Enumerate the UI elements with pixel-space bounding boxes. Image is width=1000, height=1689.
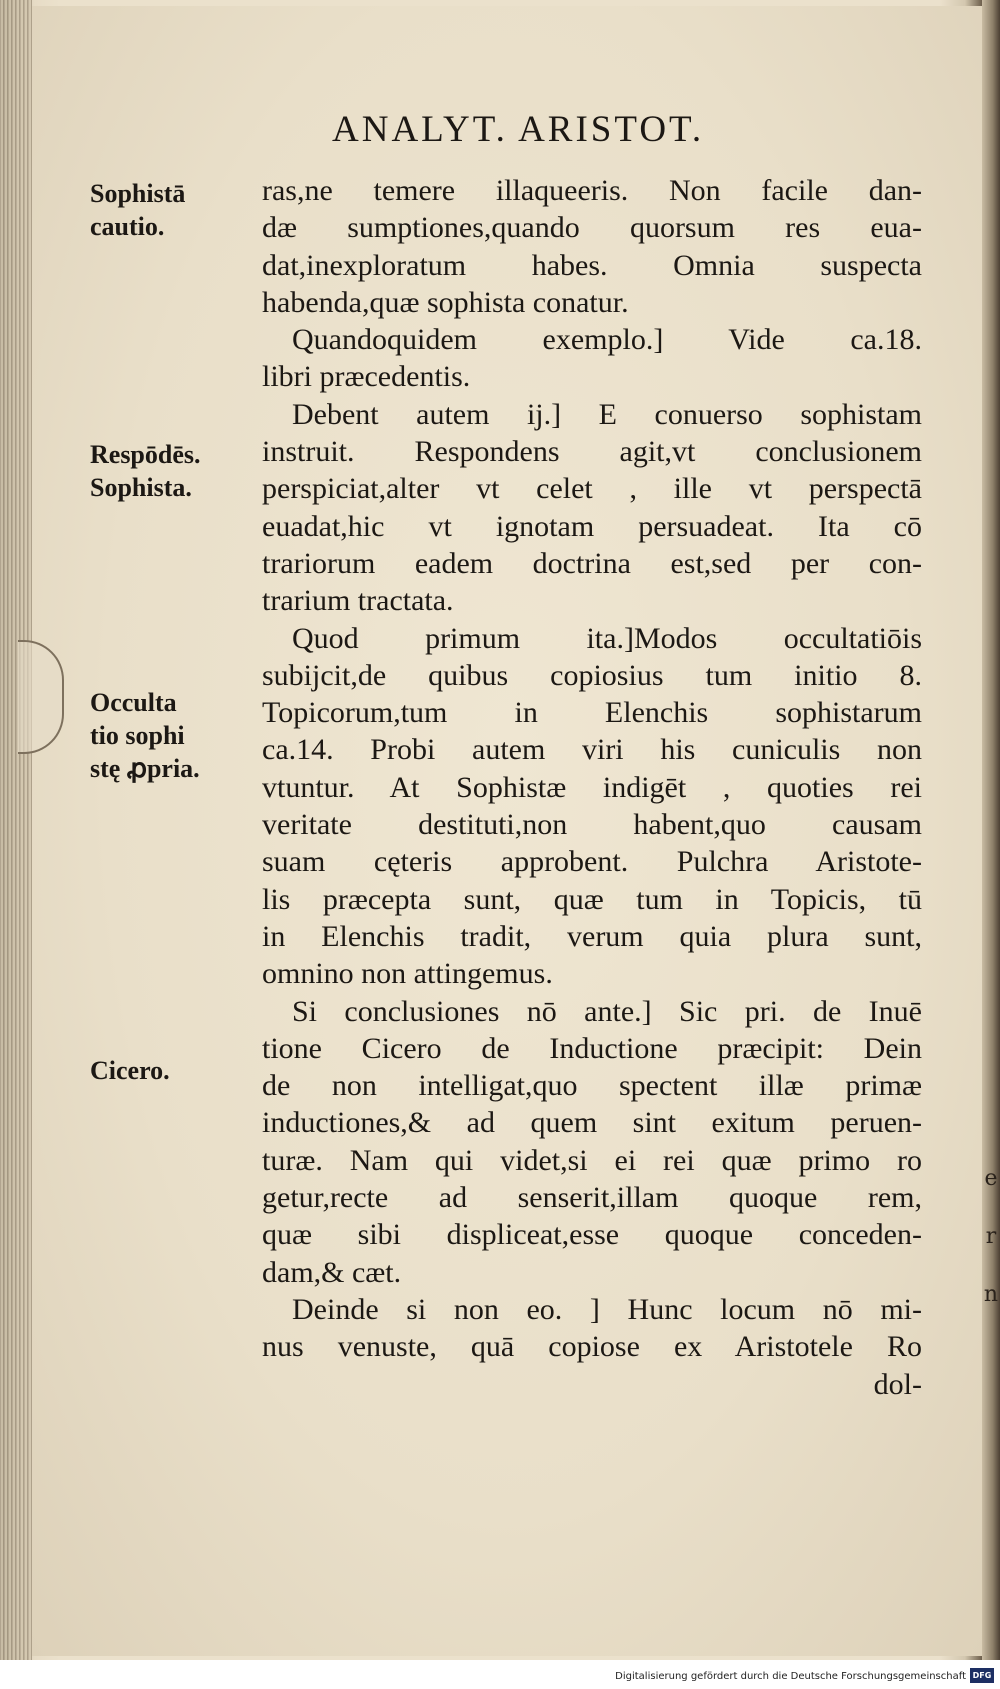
text-line: Deinde si non eo. ] Hunc locum nō mi- <box>292 1292 922 1326</box>
marginal-line: Cicero. <box>90 1056 170 1085</box>
text-line: perspiciat,alter vt celet , ille vt perspectā <box>262 472 922 506</box>
text-line: ras,ne temere illaqueeris. Non facile dan- <box>262 174 922 207</box>
marginal-line: cautio. <box>90 212 165 241</box>
marginal-line: stę ꝓpria. <box>90 754 200 783</box>
text-line: lis præcepta sunt, quæ tum in Topicis, tū <box>262 882 922 916</box>
dfg-logo: DFG <box>970 1668 994 1683</box>
catchword: dol- <box>873 1367 922 1401</box>
text-line: subijcit,de quibus copiosius tum initio 8. <box>262 658 922 692</box>
marginal-note <box>90 686 250 785</box>
text-line: Quandoquidem exemplo.] Vide ca.18. <box>292 323 922 357</box>
next-page-letters <box>983 1150 999 1324</box>
text-line: nus venuste, quā copiose ex Aristotele Ro <box>262 1330 922 1364</box>
next-page-edge <box>982 0 1000 1660</box>
text-line: euadat,hic vt ignotam persuadeat. Ita cō <box>262 509 922 543</box>
marginal-line: Sophistā <box>90 179 186 208</box>
text-line: dam,& cæt. <box>262 1255 402 1289</box>
text-line: habenda,quæ sophista conatur. <box>262 285 629 319</box>
text-line: getur,recte ad senserit,illam quoque rem, <box>262 1181 922 1215</box>
text-line: Quod primum ita.]Modos occultatiōis <box>292 621 922 655</box>
next-page-letter: e <box>984 1166 998 1191</box>
marginal-line: Sophista. <box>90 473 192 502</box>
text-line: turæ. Nam qui videt,si ei rei quæ primo ro <box>262 1143 922 1177</box>
text-line: quæ sibi displiceat,esse quoque conceden- <box>262 1218 922 1252</box>
text-line: dat,inexploratum habes. Omnia suspecta <box>262 248 922 282</box>
marginal-line: Occulta <box>90 688 177 717</box>
text-line: trariorum eadem doctrina est,sed per con- <box>262 546 922 580</box>
marginal-note <box>90 1054 250 1087</box>
footer-credit: Digitalisierung gefördert durch die Deutsche Forschungsgemeinschaft <box>615 1671 966 1682</box>
text-line: libri præcedentis. <box>262 360 471 394</box>
text-line: instruit. Respondens agit,vt conclusionem <box>262 435 922 469</box>
text-line: in Elenchis tradit, verum quia plura sunt, <box>262 919 922 953</box>
text-line: veritate destituti,non habent,quo causam <box>262 808 922 842</box>
text-line: tione Cicero de Inductione præcipit: Dein <box>262 1031 922 1065</box>
marginal-note <box>90 177 250 243</box>
marginal-line: Respōdēs. <box>90 440 201 469</box>
next-page-letter: r <box>985 1224 997 1249</box>
text-line: Topicorum,tum in Elenchis sophistarum <box>262 696 922 730</box>
text-line: dæ sumptiones,quando quorsum res eua- <box>262 211 922 245</box>
text-line: de non intelligat,quo spectent illæ primæ <box>262 1069 922 1103</box>
body-text <box>262 172 922 1403</box>
text-line: Debent autem ij.] E conuerso sophistam <box>292 397 922 431</box>
text-line: inductiones,& ad quem sint exitum peruen- <box>262 1106 922 1140</box>
marginal-line: tio sophi <box>90 721 185 750</box>
marginal-note <box>90 438 250 504</box>
text-line: omnino non attingemus. <box>262 957 553 991</box>
text-line: vtuntur. At Sophistæ indigēt , quoties rei <box>262 770 922 804</box>
text-line: ca.14. Probi autem viri his cuniculis non <box>262 733 922 767</box>
book-edge-left <box>0 0 32 1660</box>
next-page-letter: n <box>983 1282 999 1307</box>
text-line: suam cęteris approbent. Pulchra Aristote- <box>262 845 922 879</box>
text-line: trarium tractata. <box>262 584 454 618</box>
running-header: ANALYT. ARISTOT. <box>332 109 705 150</box>
text-line: Si conclusiones nō ante.] Sic pri. de Inuē <box>292 994 922 1028</box>
